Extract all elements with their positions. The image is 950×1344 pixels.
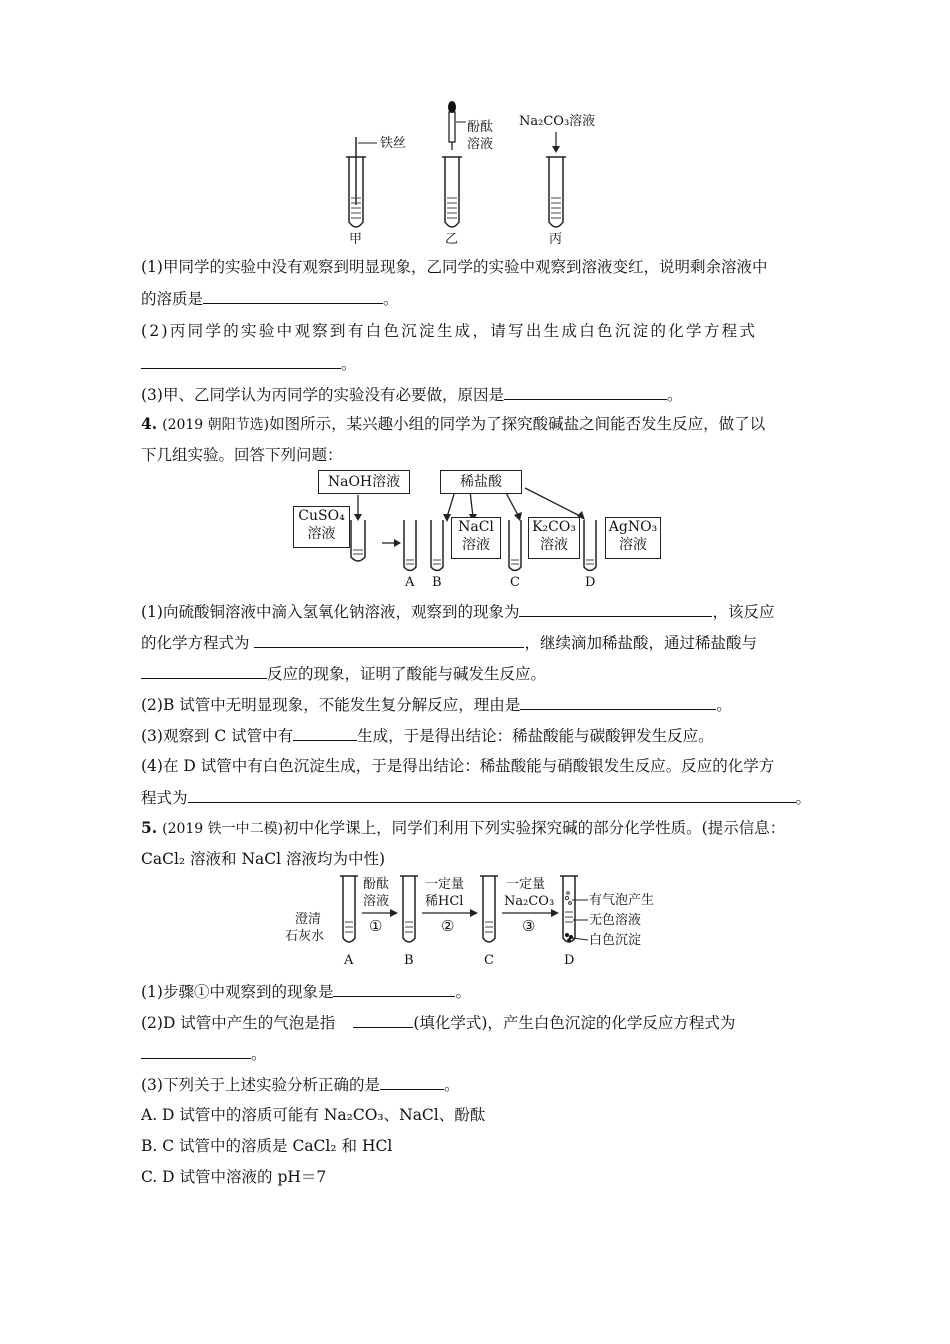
tube-label-a: A — [405, 575, 415, 590]
colorless-label: 无色溶液 — [589, 913, 642, 928]
q5-p2-line1: (2)D 试管中产生的气泡是指 (填化学式)，产生白色沉淀的化学反应方程式为 — [141, 1011, 735, 1034]
na2co3-label: Na₂CO₃溶液 — [519, 114, 596, 129]
step1-top-1: 酚酞 — [363, 877, 390, 892]
tube-label-b: B — [404, 953, 414, 968]
bubbles-label: 有气泡产生 — [589, 893, 655, 908]
tube-label-yi: 乙 — [445, 232, 459, 247]
nacl-box: NaCl 溶液 — [451, 517, 501, 559]
tube-label-c: C — [484, 953, 494, 968]
q5-p1: (1)步骤①中观察到的现象是 。 — [141, 980, 471, 1003]
answer-blank[interactable] — [380, 1073, 444, 1090]
q5-p3: (3)下列关于上述实验分析正确的是 。 — [141, 1073, 459, 1096]
answer-blank[interactable] — [353, 1011, 413, 1028]
naoh-box: NaOH溶液 — [318, 470, 410, 494]
step3-label: ③ — [522, 917, 536, 935]
q4-p1-line2: 的化学方程式为 ，继续滴加稀盐酸，通过稀盐酸与 — [141, 631, 757, 654]
tube-label-c: C — [510, 575, 520, 590]
step2-top-1: 一定量 — [425, 877, 465, 892]
step3-top-2: Na₂CO₃ — [504, 894, 555, 909]
dropper-label-1: 酚酞 — [467, 120, 494, 135]
q4-p4-line2: 程式为 。 — [141, 786, 811, 809]
q4-p1-line1: (1)向硫酸铜溶液中滴入氢氧化钠溶液，观察到的现象为 ，该反应 — [141, 600, 774, 623]
limewater-label-1: 澄清 — [295, 912, 322, 927]
q4-p1-line3: 反应的现象，证明了酸能与碱发生反应。 — [141, 662, 546, 685]
q4-p4-line1: (4)在 D 试管中有白色沉淀生成，于是得出结论：稀盐酸能与硝酸银发生反应。反应的化学方 — [141, 757, 775, 775]
limewater-label-2: 石灰水 — [285, 929, 325, 944]
step1-top-2: 溶液 — [363, 894, 390, 909]
step2-label: ② — [441, 917, 455, 935]
q4-stem-line2: 下几组实验。回答下列问题： — [141, 446, 343, 464]
q3-p1-line1: (1)甲同学的实验中没有观察到明显现象，乙同学的实验中观察到溶液变红，说明剩余溶液中 — [141, 258, 768, 276]
tube-label-bing: 丙 — [549, 232, 563, 247]
q5-option-a[interactable]: A. D 试管中的溶质可能有 Na₂CO₃、NaCl、酚酞 — [141, 1106, 486, 1124]
acid-box: 稀盐酸 — [440, 470, 522, 494]
q3-p3: (3)甲、乙同学认为丙同学的实验没有必要做，原因是 。 — [141, 383, 682, 406]
tube-label-jia: 甲 — [349, 232, 363, 247]
k2co3-box: K₂CO₃ 溶液 — [528, 517, 580, 559]
step2-top-2: 稀HCl — [425, 894, 464, 909]
q4-p3: (3)观察到 C 试管中有 生成，于是得出结论：稀盐酸能与碳酸钾发生反应。 — [141, 724, 714, 747]
q5-p2-line2: 。 — [141, 1042, 267, 1065]
agno3-box: AgNO₃ 溶液 — [605, 517, 661, 559]
tube-label-b: B — [432, 575, 442, 590]
q4-p2: (2)B 试管中无明显现象，不能发生复分解反应，理由是 。 — [141, 693, 732, 716]
q3-p2-line1: (2)丙同学的实验中观察到有白色沉淀生成，请写出生成白色沉淀的化学方程式 — [141, 322, 758, 340]
tube-label-d: D — [564, 953, 575, 968]
precipitate-label: 白色沉淀 — [589, 933, 642, 948]
q5-stem-line2: CaCl₂ 溶液和 NaCl 溶液均为中性) — [141, 850, 386, 868]
answer-blank[interactable] — [333, 980, 455, 997]
wire-label: 铁丝 — [380, 136, 407, 151]
q5-stem-line1: 5. (2019 铁一中二模)初中化学课上，同学们利用下列实验探究碱的部分化学性质。(提示信息： — [141, 818, 786, 837]
dropper-label-2: 溶液 — [467, 137, 494, 152]
q5-option-c[interactable]: C. D 试管中溶液的 pH＝7 — [141, 1168, 327, 1186]
q3-p2-line2: 。 — [141, 352, 357, 375]
tube-label-d: D — [585, 575, 596, 590]
q5-option-b[interactable]: B. C 试管中的溶质是 CaCl₂ 和 HCl — [141, 1137, 393, 1155]
answer-blank[interactable] — [141, 1042, 251, 1059]
q3-p1-line2: 的溶质是 。 — [141, 287, 399, 310]
cuso4-box: CuSO₄ 溶液 — [293, 506, 350, 548]
step1-label: ① — [369, 917, 383, 935]
tube-label-a: A — [344, 953, 354, 968]
step3-top-1: 一定量 — [506, 877, 546, 892]
q4-stem-line1: 4. (2019 朝阳节选)如图所示，某兴趣小组的同学为了探究酸碱盐之间能否发生反应，做了以 — [141, 414, 766, 433]
